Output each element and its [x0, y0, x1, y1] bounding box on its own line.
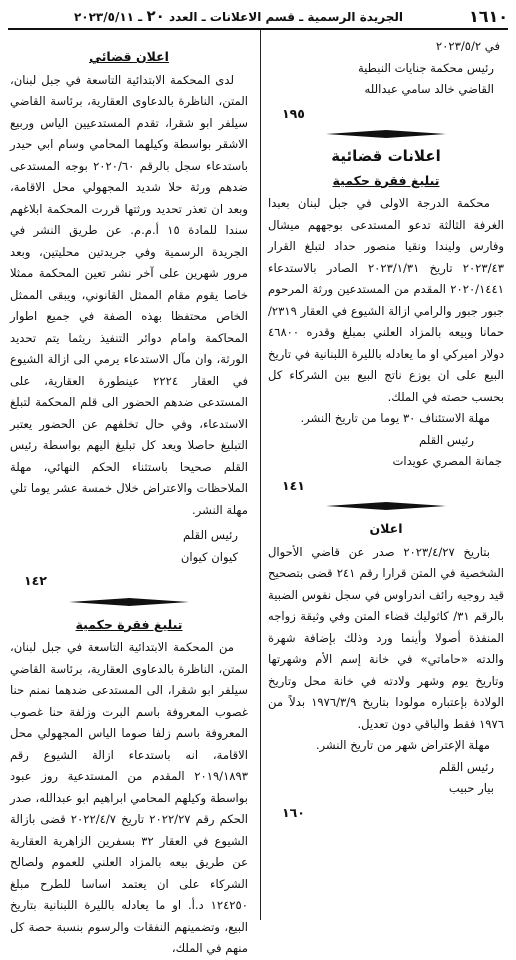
notice-2-signature-name: بيار حبيب: [448, 781, 494, 795]
notice-3-body: لدى المحكمة الابتدائية التاسعة في جبل لبنان، المتن، الناظرة بالدعاوى العقارية، برئاسة القاضي سيلفر ابو شقرا، تقدم المستدعيين الياس وربيع الاشقر بواسطة وكيلهما المحامي وسام ابي حيدر باستدعاء سجل بالرقم ٢٠٢٠/٦٠ بوجه المستدعى ضدهم ورثة حلا شديد المجهولي محل الاقامة، وبعد ان تعذر تحديد ورثتها قررت المحكمة ابلاغهم سندا للمادة ١٥ أ.م.م. عن طريق النشر في الجريدة الرسمية وفي جريدتين محليتين، وبعد مرور شهرين على آخر نشر تعين المحكمة ممثلا خاصا يقوم مقام الممثل القانوني، ويبقى الممثل الخاص محتفظا بهذه الصفة في جميع اطوار المحاكمة وامام دوائر التنفيذ ريثما يتم تحديد الورثة، وان مآل الاستدعاء يرمي الى ازالة الشيوع في العقار ٢٢٢٤ عينطورة العقارية، على المستدعى ضدهم الحضور الى قلم المحكمة لتبلغ الاستدعاء، وفي حال تخلفهم عن الحضور يعتبر التبليغ حاصلا ويعد كل تبليغ اليهم بواسطة رئيس القلم صحيحا باستثناء الحكم النهائي، مهلة الملاحظات والاعتراض خلال خمسة عشر يوما تلي مهلة النشر.: [10, 72, 249, 517]
separator-icon: [326, 130, 446, 138]
notice-2-ref-number: ١٦٠: [282, 804, 305, 820]
page-number: ١٦١٠: [468, 6, 508, 26]
columns: [8, 30, 508, 955]
notice-2-body: بتاريخ ٢٠٢٣/٤/٢٧ صدر عن قاضي الأحوال الشخصية في المتن قرارا رقم ٢٤١ قضى بتصحيح قيد روجيه رائف اندراوس في سجل نفوس الضبية بالرقم ٣١/ كاثوليك قضاء المتن وفي وثيقة زواجه المنفذة أصولا وأينما ورد وذلك بإضافة شهرة والدته «حاماتي» في خانة إسم الأم وشهرتها وتاريخ يوم وشهر ولادته في خانة محل وتاريخ الولادة بإعتباره مولودا بتاريخ ١٩٧٦/٣/٩ بدلاً من ١٩٧٦ فقط والباقي دون تعديل.: [268, 544, 504, 731]
section-title: اعلانات قضائية: [331, 147, 441, 165]
header-title: [8, 7, 469, 25]
separator-ornament: [268, 130, 504, 138]
separator-ornament: [268, 502, 504, 510]
notice-1-signature-name: جمانة المصري عويدات: [392, 454, 502, 468]
header-title-text: الجريدة الرسمية ـ قسم الاعلانات ـ العدد: [168, 10, 403, 24]
notice-3-ref-number: ١٤٢: [24, 573, 47, 588]
left-column: [8, 30, 252, 955]
notice-2-signature-title: رئيس القلم: [439, 759, 494, 774]
right-column: [264, 30, 508, 920]
top-signature-name: القاضي خالد سامي عبدالله: [364, 82, 494, 96]
notice-1-title: تبليغ فقرة حكمية: [332, 172, 440, 188]
notice-4-title: تبليغ فقرة حكمية: [75, 616, 183, 632]
page-header: [8, 4, 508, 30]
header-issue: ٢٠: [146, 7, 165, 25]
separator-icon: [326, 502, 446, 510]
separator-ornament: [10, 598, 248, 606]
notice-1-ref-number: ١٤١: [282, 477, 305, 493]
notice-1-deadline: مهلة الاستئناف ٣٠ يوما من تاريخ النشر.: [300, 411, 490, 425]
notice-1-body: محكمة الدرجة الاولى في جبل لبنان بعبدا الغرفة الثالثة تدعو المستدعى بوجههم ميشال وفارس وليندا ونقيا منصور حداد لتبلغ القرار ٢٠٢٣/٤٣ تاريخ ٢٠٢٣/١/٣١ الصادر بالاستدعاء ٢٠٢٠/١٤٤١ المقدم من المستدعين ورثة المرحوم جبور جبور والرامي ازالة الشيوع في العقار ٢٣١٩/ حمانا وبيعه بالمزاد العلني بمبلغ وقدره ٤٦٨٠٠ دولار اميركي او ما يعادله بالليرة اللبنانية في تاريخ البيع على ان يوزع ناتج البيع بين الشركاء كل بحسب حصته في الملك.: [268, 196, 504, 404]
notice-2-deadline: مهلة الإعتراض شهر من تاريخ النشر.: [315, 738, 490, 752]
notice-3-signature-name: كيوان كيوان: [180, 549, 238, 564]
notice-4-body: من المحكمة الابتدائية التاسعة في جبل لبنان، المتن، الناظرة بالدعاوى العقارية، برئاسة القاضي سيلفر ابو شقرا، الى المستدعى ضدهما نمنم حنا غصوب المعروفة باسم البرت وزلفة حنا غصوب المعروفة باسم زلفا صوما الياس المجهولي محل الاقامة، انه باستدعاء ازالة الشيوع رقم ٢٠١٩/١٨٩٣ المقدم من المستدعية روز عبود بواسطة وكيلهم المحامي ابراهيم ابو عبدالله، صدر الحكم رقم ٢٠٢٢/٢٧ تاريخ ٢٠٢٢/٤/٧ قضى بازالة الشيوع في العقار ٣٢ بسفرين الزاهرية العقارية عن طريق بيعه بالمزاد العلني للعموم ولصالح الشركاء على ان يعتمد اساسا للطرح مبلغ ١٢٤٢٥٠ د.أ. او ما يعادله بالليرة اللبنانية بتاريخ البيع، وتضمينهم النفقات والرسوم بنسبة حصة كل منهم في الملك،: [10, 640, 248, 955]
top-signature-title: رئيس محكمة جنايات النبطية: [357, 60, 494, 75]
notice-1-signature-title: رئيس القلم: [419, 432, 474, 447]
column-divider: [260, 30, 261, 920]
header-date: ـ ٢٠٢٣/٥/١١: [73, 10, 143, 24]
notice-3-signature-title: رئيس القلم: [183, 528, 238, 542]
notice-2-title: اعلان: [369, 521, 403, 536]
separator-icon: [69, 598, 189, 606]
top-date: في ٢٠٢٣/٥/٢: [435, 39, 500, 53]
notice-3-title: اعلان قضائي: [89, 49, 169, 64]
top-ref-number: ١٩٥: [282, 105, 305, 121]
